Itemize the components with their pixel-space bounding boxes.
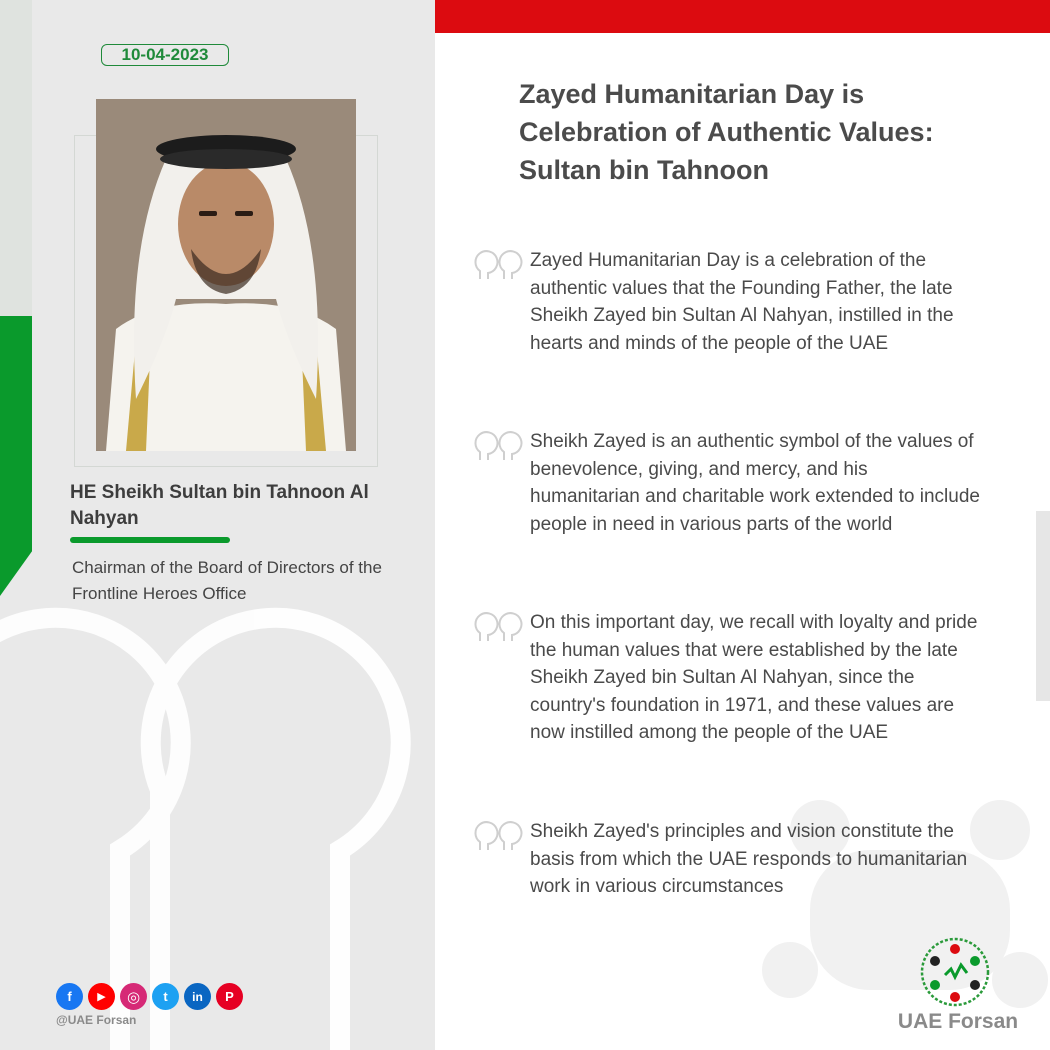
pinterest-icon[interactable]: P (216, 983, 243, 1010)
uae-forsan-logo (915, 935, 995, 1010)
portrait-photo (96, 99, 356, 451)
facebook-icon[interactable]: f (56, 983, 83, 1010)
quote-text: On this important day, we recall with loyalty and pride the human values that were established by the late Sheikh Zayed bin Sultan Al Nahyan, since the country's foundation in 1971, and these values are now instilled among the people of the UAE (530, 612, 978, 743)
social-handle: @UAE Forsan (56, 1013, 137, 1027)
right-edge-strip (1036, 511, 1050, 701)
quote-icon (472, 820, 524, 852)
left-panel (0, 0, 435, 1050)
date-badge: 10-04-2023 (101, 44, 229, 66)
social-links (56, 983, 243, 1010)
quote-icon (472, 430, 524, 462)
quote-text: Zayed Humanitarian Day is a celebration of the authentic values that the Founding Father, the late Sheikh Zayed bin Sultan Al Nahyan, instilled in the hearts and minds of the people of the UAE (530, 250, 954, 354)
quote-text: Sheikh Zayed is an authentic symbol of the values of benevolence, giving, and mercy, and his humanitarian and charitable work extended to include people in need in various parts of the world (530, 431, 980, 535)
instagram-icon[interactable]: ◎ (120, 983, 147, 1010)
brand-name: UAE Forsan (897, 1010, 1019, 1033)
person-name: HE Sheikh Sultan bin Tahnoon Al Nahyan (70, 482, 369, 529)
linkedin-icon[interactable]: in (184, 983, 211, 1010)
quote-text: Sheikh Zayed's principles and vision constitute the basis from which the UAE responds to humanitarian work in various circumstances (530, 821, 968, 897)
twitter-icon[interactable]: t (152, 983, 179, 1010)
flag-red-bar (435, 0, 1050, 33)
name-underline (70, 537, 230, 543)
quote-icon (472, 249, 524, 281)
person-role: Chairman of the Board of Directors of the Frontline Heroes Office (72, 558, 382, 603)
watermark-graphic (750, 770, 1050, 1050)
quote-icon (472, 611, 524, 643)
youtube-icon[interactable]: ▶ (88, 983, 115, 1010)
headline: Zayed Humanitarian Day is Celebration of Authentic Values: Sultan bin Tahnoon (519, 79, 934, 185)
